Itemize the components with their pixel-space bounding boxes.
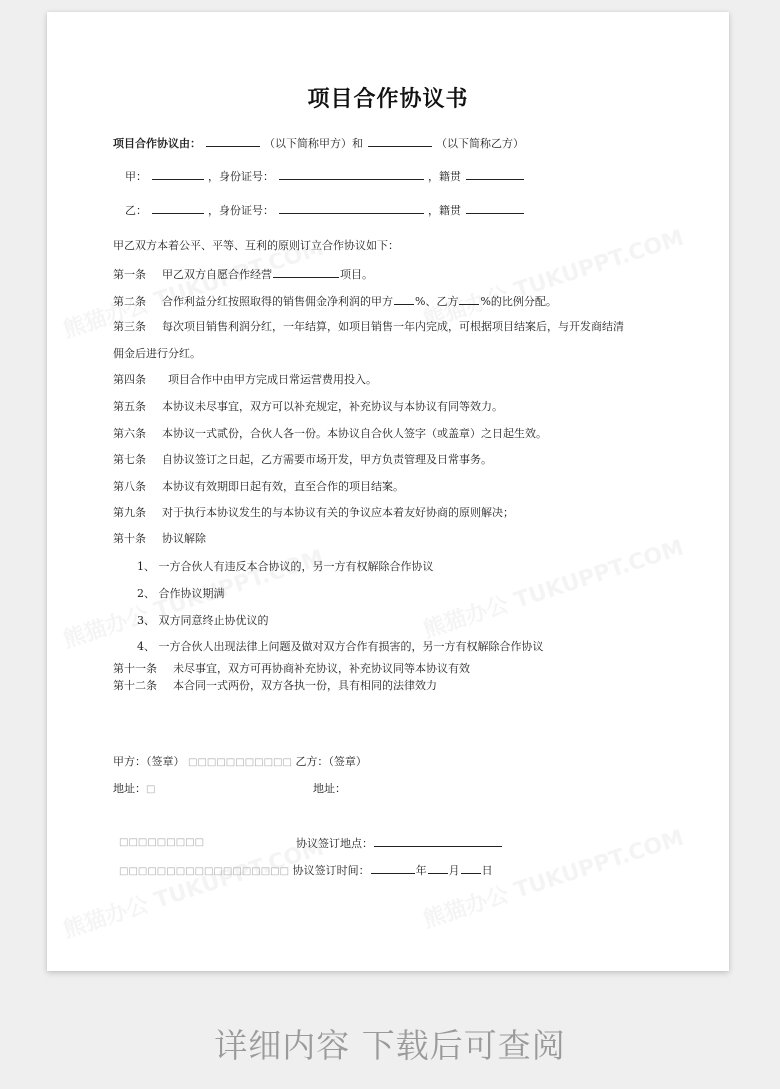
article-6 <box>113 427 547 441</box>
address-a-label: 地址： <box>113 782 146 795</box>
day-label: 日 <box>481 864 493 877</box>
article-number: 第四条 <box>113 373 146 386</box>
party-b-origin-blank[interactable] <box>466 202 524 214</box>
year-label: 年 <box>415 864 427 877</box>
party-a-id-label: ，身份证号： <box>208 170 274 183</box>
parties-label: 项目合作协议由： <box>113 137 201 150</box>
article-number: 第十条 <box>113 532 146 545</box>
intro-text: 甲乙双方本着公平、平等、互利的原则订立合作协议如下： <box>113 239 399 252</box>
watermark <box>419 221 687 335</box>
footer-note: 详细内容 下载后可查阅 <box>214 1026 566 1065</box>
placeholder-boxes: □□□□□□□□□□□ <box>188 757 292 768</box>
article-text: %、乙方 <box>415 295 459 308</box>
article-3-continued: 佣金后进行分红。 <box>113 347 201 360</box>
party-b-percent-blank[interactable] <box>459 293 479 305</box>
party-a-note: （以下简称甲方）和 <box>264 137 363 150</box>
article-number: 第一条 <box>113 268 146 281</box>
article-number: 第八条 <box>113 480 146 493</box>
article-2 <box>113 293 557 309</box>
placeholder-boxes: □□□□□□□□□□□□□□□□□□ <box>119 866 290 877</box>
signature-row <box>113 755 367 770</box>
project-blank[interactable] <box>273 266 339 278</box>
article-9 <box>113 506 514 520</box>
party-a-origin-label: ，籍贯 <box>428 170 461 183</box>
article-number: 第二条 <box>113 295 146 308</box>
party-a-row <box>125 168 525 184</box>
party-b-signature-label: 乙方：（签章） <box>295 755 367 768</box>
party-b-name-blank[interactable] <box>368 135 432 147</box>
article-1 <box>113 266 373 282</box>
article-text: 甲乙双方自愿合作经营 <box>162 268 272 281</box>
watermark <box>419 531 687 645</box>
article-text: 本协议一式贰份，合伙人各一份。本协议自合伙人签字（或盖章）之日起生效。 <box>162 427 547 440</box>
year-blank[interactable] <box>371 862 415 874</box>
signing-time-row <box>119 862 493 879</box>
party-a-origin-blank[interactable] <box>466 168 524 180</box>
article-text: 对于执行本协议发生的与本协议有关的争议应本着友好协商的原则解决； <box>162 506 514 519</box>
article-text: 本合同一式两份，双方各执一份，具有相同的法律效力 <box>173 679 437 692</box>
day-blank[interactable] <box>461 862 481 874</box>
article-text: 合作利益分红按照取得的销售佣金净利润的甲方 <box>162 295 393 308</box>
article-text: 本协议未尽事宜，双方可以补充规定，补充协议与本协议有同等效力。 <box>162 400 503 413</box>
party-a-name-blank[interactable] <box>206 135 260 147</box>
placeholder-boxes: □□□□□□□□□ <box>119 837 205 848</box>
party-a-id-blank[interactable] <box>279 168 424 180</box>
placeholder-box: □ <box>146 784 156 795</box>
document-title: 项目合作协议书 <box>307 86 469 112</box>
article-text: 每次项目销售利润分红，一年结算，如项目销售一年内完成，可根据项目结案后，与开发商结清 <box>162 320 624 333</box>
signing-place <box>296 835 503 851</box>
article-12 <box>113 679 437 693</box>
party-a-signature-label: 甲方：（签章） <box>113 755 185 768</box>
termination-item-2: 2、 合作协议期满 <box>137 587 225 600</box>
article-text: 本协议有效期即日起有效，直至合作的项目结案。 <box>162 480 404 493</box>
article-text: 项目合作中由甲方完成日常运营费用投入。 <box>168 373 377 386</box>
signing-place-row <box>119 835 204 850</box>
article-text: 项目。 <box>340 268 373 281</box>
article-text: 协议解除 <box>162 532 206 545</box>
party-a-label: 甲： <box>125 170 147 183</box>
party-b-blank[interactable] <box>152 202 204 214</box>
address-a <box>113 782 155 797</box>
termination-item-1: 1、 一方合伙人有违反本合协议的，另一方有权解除合作协议 <box>137 560 434 573</box>
address-b-label: 地址： <box>313 782 346 795</box>
article-11 <box>113 662 470 676</box>
article-text: 自协议签订之日起，乙方需要市场开发，甲方负责管理及日常事务。 <box>162 453 492 466</box>
article-3 <box>113 320 624 334</box>
termination-item-4: 4、 一方合伙人出现法律上问题及做对双方合作有损害的，另一方有权解除合作协议 <box>137 640 544 653</box>
article-number: 第六条 <box>113 427 146 440</box>
party-b-label: 乙： <box>125 204 147 217</box>
article-number: 第三条 <box>113 320 146 333</box>
party-a-percent-blank[interactable] <box>394 293 414 305</box>
signing-place-blank[interactable] <box>374 835 502 847</box>
party-b-origin-label: ，籍贯 <box>428 204 461 217</box>
article-7 <box>113 453 492 467</box>
article-number: 第十一条 <box>113 662 157 675</box>
article-5 <box>113 400 503 414</box>
party-b-row <box>125 202 525 218</box>
article-10 <box>113 532 206 546</box>
party-b-id-blank[interactable] <box>279 202 424 214</box>
article-number: 第七条 <box>113 453 146 466</box>
article-number: 第九条 <box>113 506 146 519</box>
party-b-note: （以下简称乙方） <box>436 137 524 150</box>
month-label: 月 <box>448 864 460 877</box>
party-a-blank[interactable] <box>152 168 204 180</box>
article-8 <box>113 480 404 494</box>
document-page <box>47 12 729 971</box>
signing-time-label: 协议签订时间： <box>292 864 370 877</box>
article-text: %的比例分配。 <box>480 295 557 308</box>
signing-place-label: 协议签订地点： <box>296 837 373 850</box>
article-text: 未尽事宜，双方可再协商补充协议，补充协议同等本协议有效 <box>173 662 470 675</box>
parties-line <box>113 135 524 151</box>
article-number: 第五条 <box>113 400 146 413</box>
article-4 <box>113 373 377 387</box>
month-blank[interactable] <box>428 862 448 874</box>
termination-item-3: 3、 双方同意终止协优议的 <box>137 614 269 627</box>
article-number: 第十二条 <box>113 679 157 692</box>
party-b-id-label: ，身份证号： <box>208 204 274 217</box>
